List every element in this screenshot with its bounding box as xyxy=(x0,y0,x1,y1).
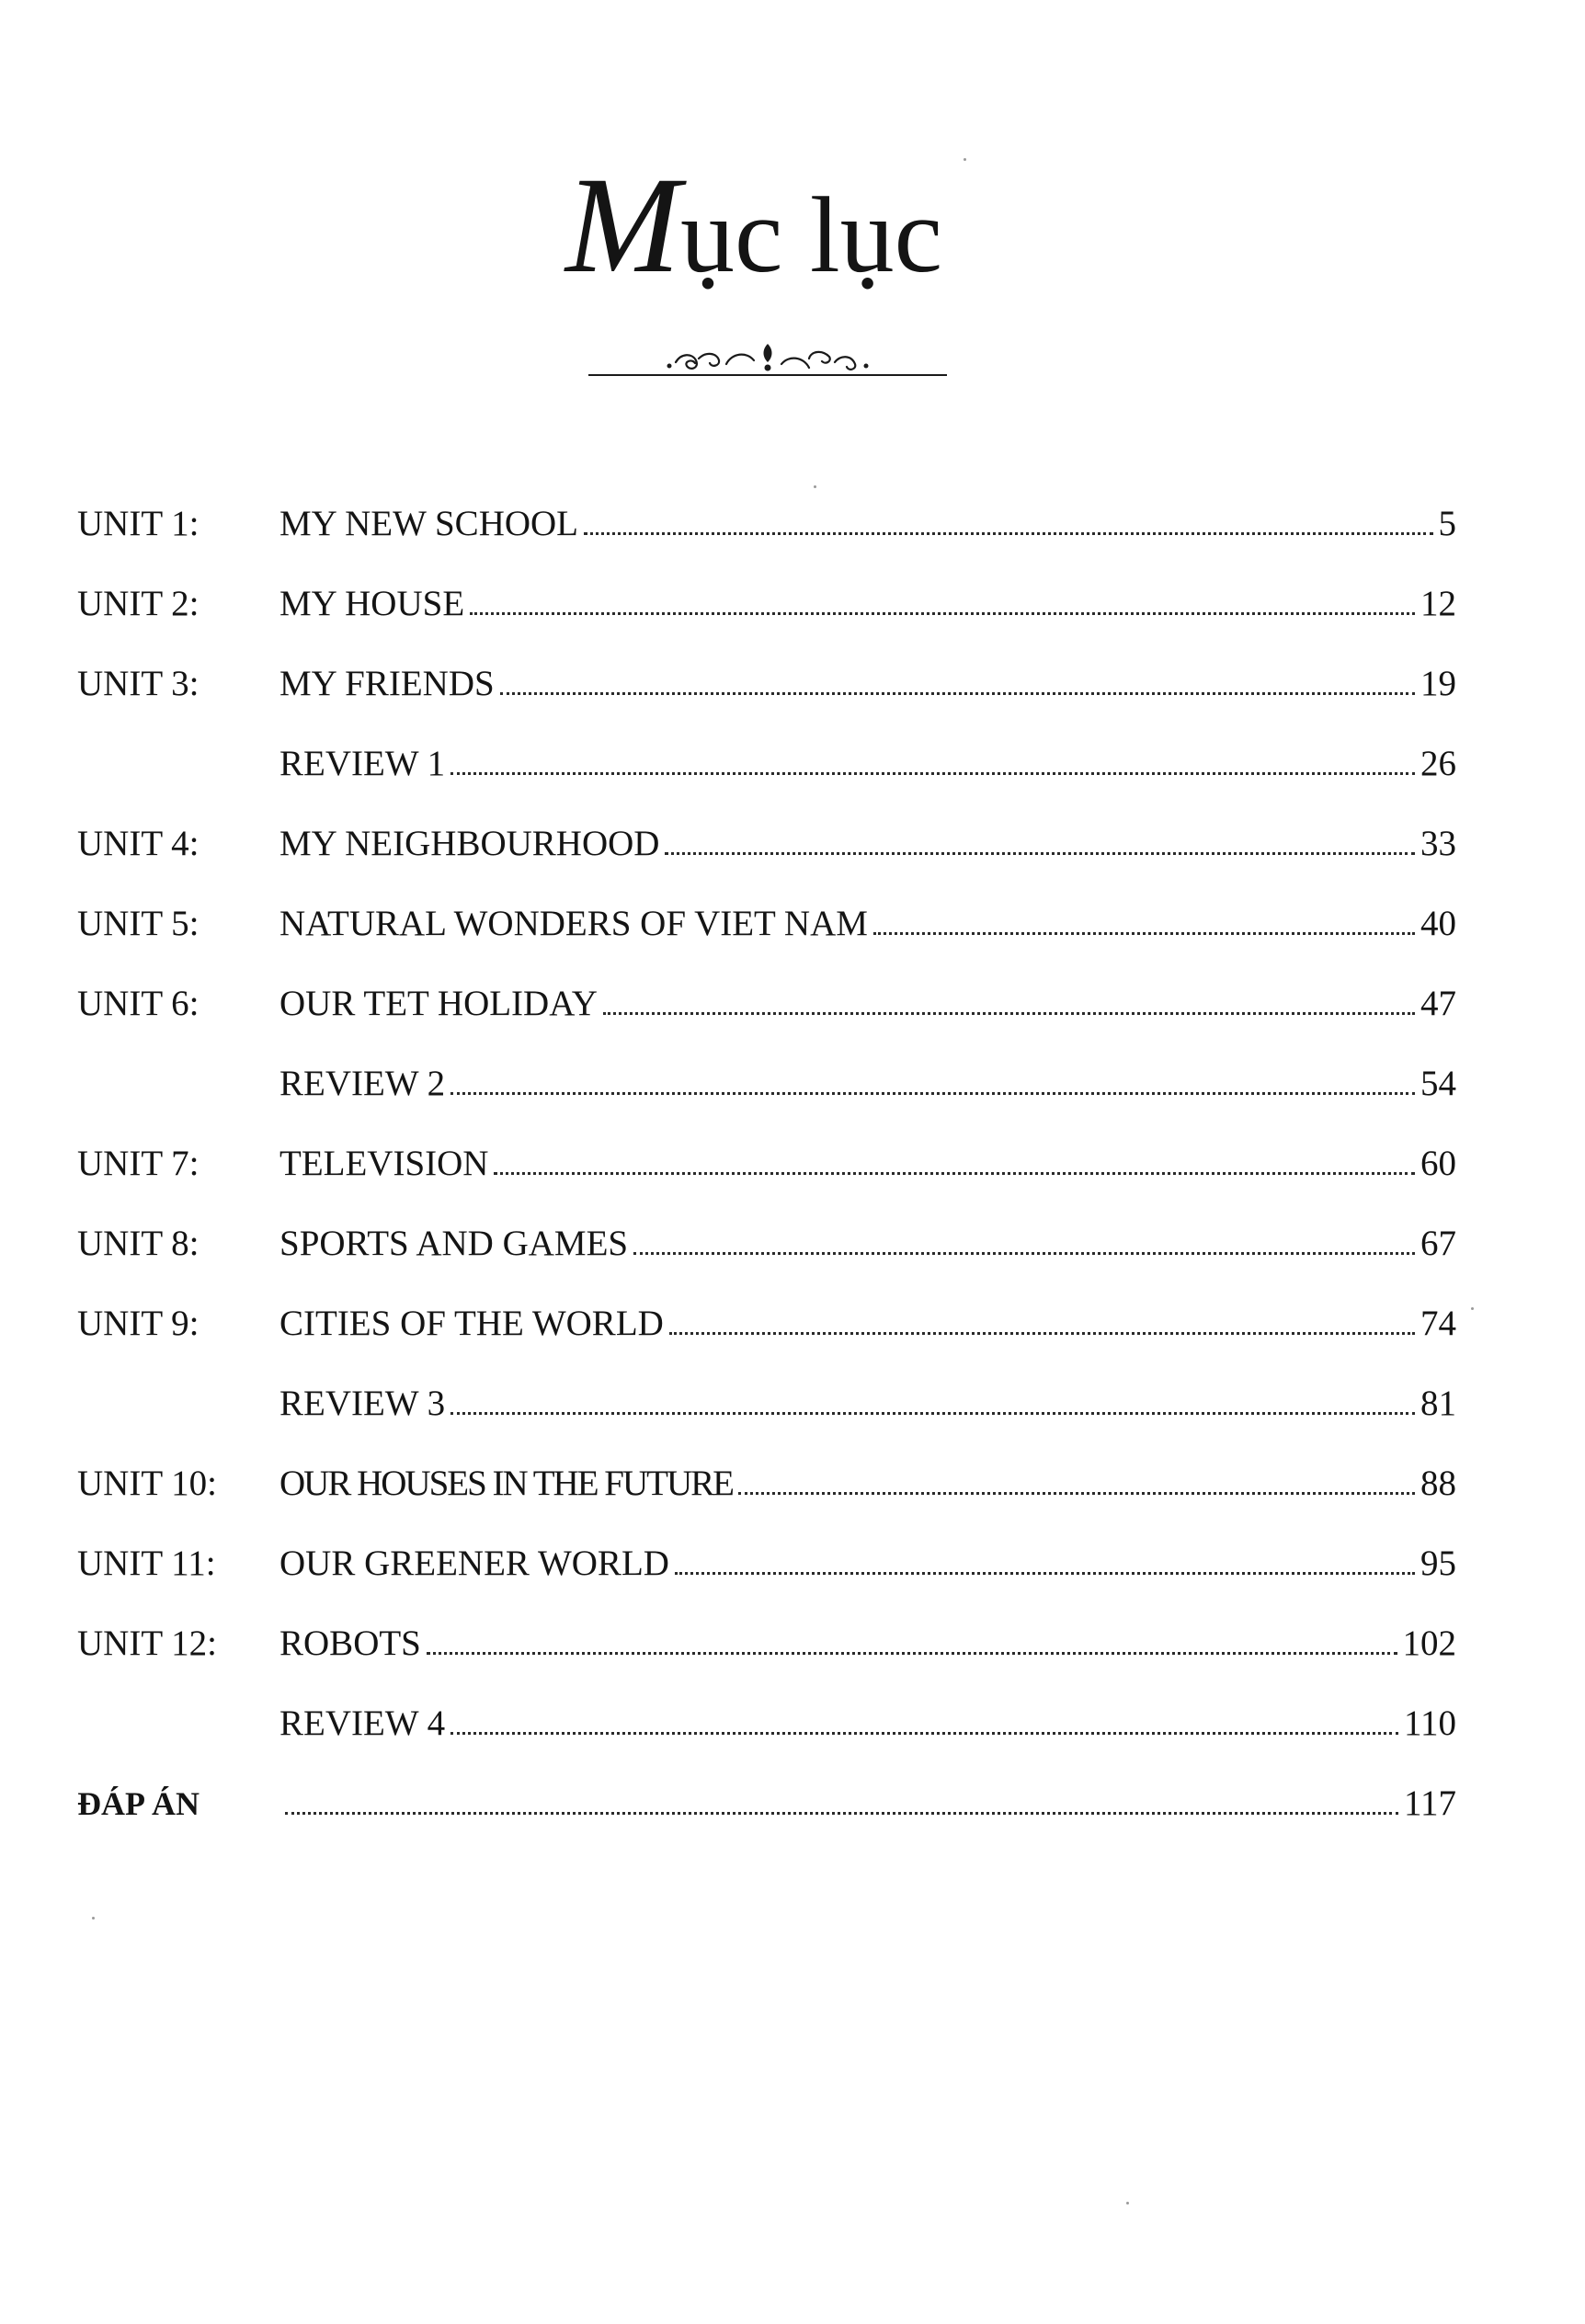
toc-unit-label: UNIT 6: xyxy=(77,984,200,1023)
toc-page-number: 88 xyxy=(1420,1464,1456,1503)
dot-leader xyxy=(675,1541,1415,1575)
dot-leader xyxy=(450,1061,1415,1095)
toc-entry xyxy=(77,816,1456,872)
toc-unit-label: UNIT 1: xyxy=(77,504,200,543)
dot-leader xyxy=(427,1621,1397,1655)
dot-leader xyxy=(494,1141,1415,1175)
toc-title: MY HOUSE xyxy=(279,584,465,623)
toc-entry xyxy=(77,896,1456,951)
toc-title: OUR HOUSES IN THE FUTURE xyxy=(279,1464,733,1503)
page-title xyxy=(515,149,993,304)
scan-speck xyxy=(1126,2202,1129,2204)
toc-entry xyxy=(77,1696,1456,1751)
toc-page-number: 67 xyxy=(1420,1224,1456,1263)
toc-title: MY FRIENDS xyxy=(279,664,495,703)
dot-leader xyxy=(450,1701,1398,1735)
title-block xyxy=(515,149,993,395)
scan-speck xyxy=(964,158,966,161)
toc-unit-label: UNIT 2: xyxy=(77,584,200,623)
toc-page-number: 47 xyxy=(1420,984,1456,1023)
toc-unit-label: UNIT 8: xyxy=(77,1224,200,1263)
toc-title: SPORTS AND GAMES xyxy=(279,1224,629,1263)
toc-page-number: 5 xyxy=(1438,504,1456,543)
toc-entry-answers xyxy=(77,1776,1456,1831)
toc-page-number: 26 xyxy=(1420,744,1456,783)
toc-title: MY NEIGHBOURHOOD xyxy=(279,824,660,863)
toc-page-number: 33 xyxy=(1420,824,1456,863)
toc-page-number: 19 xyxy=(1420,664,1456,703)
toc-title: REVIEW 2 xyxy=(279,1064,446,1103)
toc-title: MY NEW SCHOOL xyxy=(279,504,579,543)
scan-speck xyxy=(814,485,816,488)
page-title-rest: ục lục xyxy=(679,175,942,295)
dot-leader xyxy=(665,821,1415,855)
dot-leader xyxy=(285,1781,1398,1815)
scan-speck xyxy=(1471,1307,1474,1310)
toc-entry xyxy=(77,656,1456,712)
toc-entry xyxy=(77,1136,1456,1191)
toc-entry xyxy=(77,1376,1456,1431)
toc-page-number: 74 xyxy=(1420,1304,1456,1343)
toc-page-number: 60 xyxy=(1420,1144,1456,1183)
toc-title: TELEVISION xyxy=(279,1144,489,1183)
dot-leader xyxy=(738,1461,1415,1495)
toc-entry xyxy=(77,1296,1456,1351)
toc-entry xyxy=(77,976,1456,1031)
toc-title: NATURAL WONDERS OF VIET NAM xyxy=(279,904,868,943)
dot-leader xyxy=(603,981,1415,1015)
toc-unit-label: UNIT 5: xyxy=(77,904,200,943)
dot-leader xyxy=(450,741,1415,775)
toc-title: REVIEW 4 xyxy=(279,1703,446,1743)
toc-unit-label: UNIT 3: xyxy=(77,664,200,703)
toc-entry xyxy=(77,1536,1456,1591)
toc-page-number: 40 xyxy=(1420,904,1456,943)
toc-unit-label: UNIT 4: xyxy=(77,824,200,863)
toc-title: REVIEW 1 xyxy=(279,744,446,783)
toc-entry xyxy=(77,496,1456,552)
toc-entry xyxy=(77,576,1456,632)
toc-title: ROBOTS xyxy=(279,1623,421,1663)
toc-page-number: 117 xyxy=(1403,1783,1456,1823)
toc-page-number: 12 xyxy=(1420,584,1456,623)
toc-entry xyxy=(77,1056,1456,1111)
dot-leader xyxy=(500,661,1415,695)
toc-unit-label: UNIT 7: xyxy=(77,1144,200,1183)
toc-entry xyxy=(77,736,1456,792)
toc-unit-label: UNIT 12: xyxy=(77,1623,218,1663)
dot-leader xyxy=(873,901,1415,935)
dot-leader xyxy=(633,1221,1415,1255)
toc-title: OUR TET HOLIDAY xyxy=(279,984,598,1023)
toc-unit-label: UNIT 10: xyxy=(77,1464,218,1503)
toc-entry xyxy=(77,1456,1456,1511)
dot-leader xyxy=(450,1381,1415,1415)
toc-answers-label: ĐÁP ÁN xyxy=(77,1785,200,1822)
toc-page-number: 81 xyxy=(1420,1384,1456,1423)
toc-entry xyxy=(77,1616,1456,1671)
dot-leader xyxy=(470,581,1415,615)
toc-title: OUR GREENER WORLD xyxy=(279,1544,669,1583)
toc-page-number: 95 xyxy=(1420,1544,1456,1583)
page-title-initial: M xyxy=(565,149,680,302)
ornament-divider-icon xyxy=(588,331,947,386)
toc-page-number: 54 xyxy=(1420,1064,1456,1103)
toc-unit-label: UNIT 9: xyxy=(77,1304,200,1343)
scan-speck xyxy=(92,1917,95,1920)
toc-page-number: 110 xyxy=(1403,1703,1456,1743)
toc-title: REVIEW 3 xyxy=(279,1384,446,1423)
toc-entry xyxy=(77,1216,1456,1271)
toc-page-number: 102 xyxy=(1402,1623,1456,1663)
toc-title: CITIES OF THE WORLD xyxy=(279,1304,664,1343)
dot-leader xyxy=(584,501,1432,535)
dot-leader xyxy=(669,1301,1415,1335)
toc-unit-label: UNIT 11: xyxy=(77,1544,216,1583)
